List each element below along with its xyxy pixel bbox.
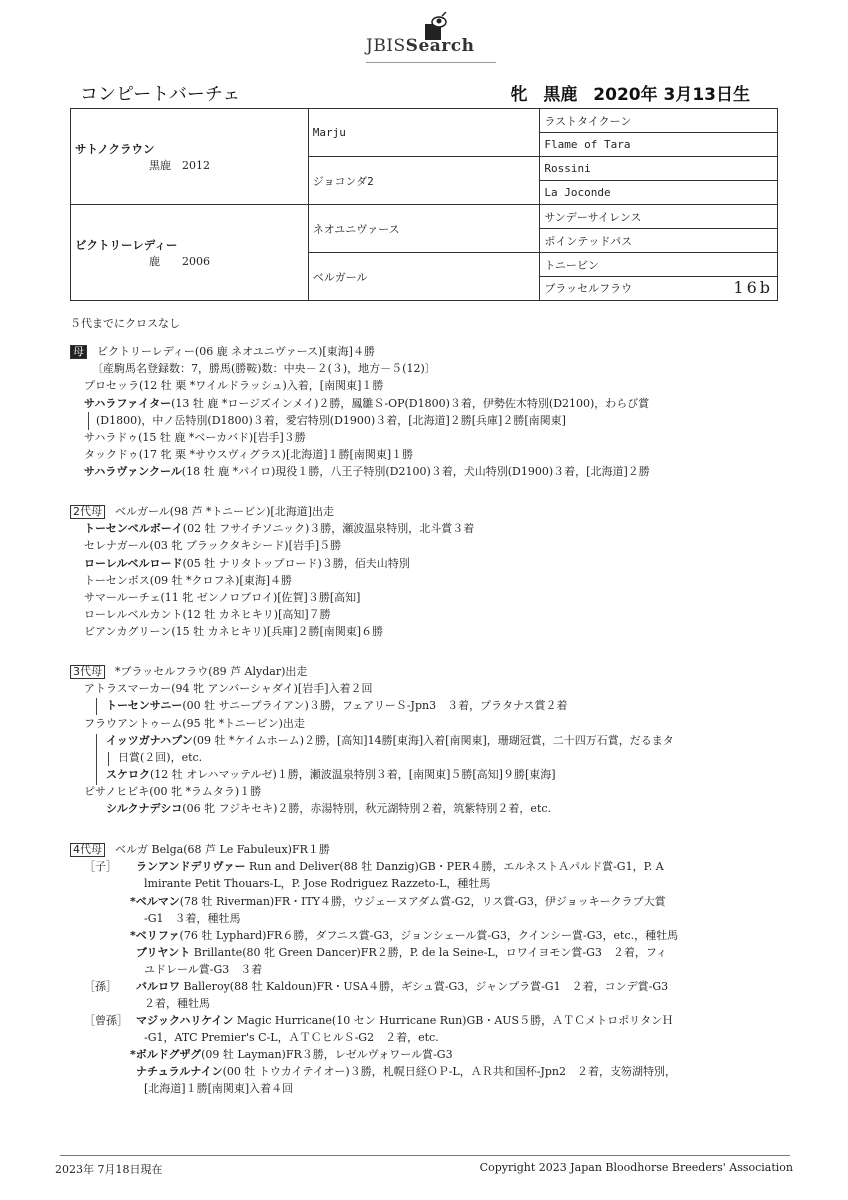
horse-name: コンピートバーチェ	[80, 84, 241, 105]
family-line	[84, 979, 668, 995]
family-text: (00 牡 トウカイテイオー)３勝，札幌日経ＯＰ-L，ＡＲ共和国杯-Jpn2 ２着，支笏湖特別，	[222, 1065, 676, 1078]
tree-connector	[96, 698, 97, 715]
descendant-tag: ［孫］	[84, 980, 117, 993]
generation-label: 母	[70, 345, 87, 359]
jbis-logo	[366, 12, 496, 58]
logo-part1: JBIS	[366, 36, 406, 56]
family-text: (00 牡 サニーブライアン)３勝，フェアリーＳ-Jpn3 ３着，プラタナス賞２着	[182, 699, 568, 712]
family-text: ローレルベルカント(12 牡 カネヒキリ)[高知]７勝	[84, 608, 331, 621]
family-line	[118, 750, 202, 766]
logo-rule	[366, 62, 496, 63]
generation-label: 3代母	[70, 665, 105, 679]
dam-name: ビクトリーレディー	[75, 237, 178, 252]
generation-label: 4代母	[70, 843, 105, 857]
family-text: サハラドゥ(15 牡 鹿 *ベーカバド)[岩手]３勝	[84, 431, 306, 444]
family-line	[84, 447, 413, 463]
family-text: ビアンカグリーン(15 牡 カネヒキリ)[兵庫]２勝[南関東]６勝	[84, 625, 384, 638]
family-line	[84, 573, 292, 589]
pedigree-g3-3: Rossini	[540, 157, 778, 181]
family-text: (D1800)，中ノ岳特別(D1800)３着，愛宕特別(D1900)３着，[北海道]２勝[兵庫]２勝[南関東]	[96, 414, 566, 427]
family-text: トーセンボス(09 牡 *クロフネ)[東海]４勝	[84, 574, 292, 587]
horse-birth: 2020年 3月13日生	[593, 85, 750, 105]
family-text: サマールーチェ(11 牝 ゼンノロブロイ)[佐賀]３勝[高知]	[84, 591, 361, 604]
family-text: [北海道]１勝[南関東]入着４回	[144, 1082, 294, 1095]
family-text: ベルガ Belga(68 芦 Le Fabuleux)FR１勝	[115, 843, 330, 856]
family-text: フラウアントゥーム(95 牝 *トニービン)出走	[84, 717, 305, 730]
family-line	[70, 664, 307, 680]
family-line	[84, 716, 305, 732]
winner-name: *ボルドグザグ	[130, 1048, 202, 1061]
family-text: (76 牡 Lyphard)FR６勝，ダフニス賞-G3，ジョンシェール賞-G3，クインシー賞-G3，etc.，種牡馬	[179, 929, 679, 942]
pedigree-dam-dam: ベルガール	[308, 253, 540, 301]
family-line	[84, 1013, 673, 1029]
footer-copyright: Copyright 2023 Japan Bloodhorse Breeders' Association	[479, 1161, 793, 1174]
family-text: -G1，ATC Premier's C-L，ＡＴＣヒルＳ-G2 ２着，etc.	[144, 1031, 439, 1044]
family-text: (13 牡 鹿 *ロージズインメイ)２勝，鳳雛Ｓ-OP(D1800)３着，伊勢佐木特別(D2100)，わらび賞	[171, 397, 650, 410]
family-line	[84, 859, 664, 875]
family-line	[144, 1030, 439, 1046]
family-text: セレナガール(03 牝 ブラックタキシード)[岩手]５勝	[84, 539, 342, 552]
family-text: (12 牡 オレハマッテルゼ)１勝，瀬波温泉特別３着，[南関東]５勝[高知]９勝[東海]	[150, 768, 556, 781]
inbreeding-code: 16b	[733, 278, 773, 297]
family-line	[84, 521, 474, 537]
pedigree-dam	[71, 205, 309, 301]
winner-name: バルロワ	[136, 980, 180, 993]
family-text: ピサノヒビキ(00 牝 *ラムタラ)１勝	[84, 785, 262, 798]
family-text: アトラスマーカー(94 牝 アンバーシャダイ)[岩手]入着２回	[84, 682, 373, 695]
dam-sub: 鹿 2006	[149, 254, 210, 268]
cross-note: ５代までにクロスなし	[70, 317, 180, 330]
pedigree-g3-6: ポインテッドパス	[540, 229, 778, 253]
family-text: Brillante(80 牝 Green Dancer)FR２勝，P. de la Seine-L，ロワイヨモン賞-G3 ２着，フィ	[190, 946, 667, 959]
pedigree-g3-8	[540, 277, 778, 301]
winner-name: スケロク	[106, 768, 150, 781]
family-text: (78 牡 Riverman)FR・ITY４勝，ウジェーヌアダム賞-G2，リス賞-G3，伊ジョッキークラブ大賞	[179, 895, 666, 908]
family-text: (09 牡 *ケイムホーム)２勝，[高知]14勝[東海]入着[南関東]，珊瑚冠賞，二十四万石賞，だるまタ	[192, 734, 674, 747]
family-line	[84, 784, 261, 800]
title-row	[80, 80, 750, 104]
winner-name: *ベリファ	[130, 929, 180, 942]
winner-name: トーセンベルボーイ	[84, 522, 183, 535]
family-line	[106, 698, 568, 714]
family-line	[70, 842, 330, 858]
pedigree-g3-4: La Joconde	[540, 181, 778, 205]
family-text: (02 牡 フサイチソニック)３勝，瀬波温泉特別，北斗賞３着	[182, 522, 475, 535]
family-line	[84, 681, 373, 697]
family-line	[144, 1081, 293, 1097]
pedigree-sire	[71, 109, 309, 205]
horse-sex: 牝	[510, 85, 528, 105]
family-text: Run and Deliver(88 牡 Danzig)GB・PER４勝，エルネストＡパルド賞-G1，P. A	[245, 860, 664, 873]
family-text: -G1 ３着，種牡馬	[144, 912, 241, 925]
family-line	[130, 894, 666, 910]
sire-sub: 黒鹿 2012	[149, 158, 210, 172]
descendant-tag: ［曾孫］	[84, 1014, 128, 1027]
family-line	[96, 413, 566, 429]
horse-color: 黒鹿	[543, 85, 578, 105]
family-line	[136, 945, 667, 961]
family-line	[136, 1064, 676, 1080]
family-text: ユドレール賞-G3 ３着	[144, 963, 263, 976]
family-line	[84, 430, 306, 446]
winner-name: トーセンサニー	[106, 699, 183, 712]
generation-label: 2代母	[70, 505, 105, 519]
winner-name: ローレルベルロード	[84, 557, 183, 570]
family-line	[70, 344, 375, 360]
tree-connector	[96, 734, 97, 785]
descendant-tag: ［子］	[84, 860, 117, 873]
horse-info	[500, 80, 750, 105]
family-line	[144, 876, 490, 892]
winner-name: イッツガナハプン	[106, 734, 193, 747]
logo-text	[366, 36, 474, 56]
family-text: lmirante Petit Thouars-L，P. Jose Rodriguez Razzeto-L，種牡馬	[144, 877, 491, 890]
family-line	[84, 464, 650, 480]
family-text: プロセッラ(12 牡 栗 *ワイルドラッシュ)入着，[南関東]１勝	[84, 379, 384, 392]
sire-name: サトノクラウン	[75, 141, 155, 156]
family-text: ２着，種牡馬	[144, 997, 210, 1010]
family-line	[106, 767, 556, 783]
footer-rule	[60, 1155, 790, 1156]
pedigree-g3-1: ラストタイクーン	[540, 109, 778, 133]
winner-name: マジックハリケイン	[136, 1014, 234, 1027]
family-text: (18 牡 鹿 *パイロ)現役１勝，八王子特別(D2100)３着，犬山特別(D1900)３着，[北海道]２勝	[181, 465, 650, 478]
family-text: タックドゥ(17 牝 栗 *サウスヴィグラス)[北海道]１勝[南関東]１勝	[84, 448, 414, 461]
family-text: Balleroy(88 牡 Kaldoun)FR・USA４勝，ギシュ賞-G3，ジャンプラ賞-G1 ２着，コンデ賞-G3	[180, 980, 669, 993]
pedigree-g3-8-name: ブラッセルフラウ	[544, 282, 633, 295]
family-text: ベルガール(98 芦 *トニービン)[北海道]出走	[115, 505, 334, 518]
winner-name: ブリヤント	[136, 946, 191, 959]
family-line	[144, 962, 262, 978]
family-text: 〔産駒馬名登録数：7，勝馬(勝鞍)数：中央－２(３)，地方－５(12)〕	[92, 362, 436, 375]
family-line	[92, 361, 436, 377]
pedigree-sire-dam: ジョコンダ2	[308, 157, 540, 205]
footer-date: 2023年 7月18日現在	[55, 1163, 163, 1176]
family-text: ビクトリーレディー(06 鹿 ネオユニヴァース)[東海]４勝	[97, 345, 375, 358]
winner-name: サハラファイター	[84, 397, 172, 410]
family-text: (09 牡 Layman)FR３勝，レゼルヴォワール賞-G3	[201, 1048, 453, 1061]
winner-name: ナチュラルナイン	[136, 1065, 223, 1078]
family-line	[130, 1047, 453, 1063]
family-line	[84, 624, 383, 640]
winner-name: *ベルマン	[130, 895, 180, 908]
family-text: (06 牝 フジキセキ)２勝，赤湯特別，秋元湖特別２着，筑紫特別２着，etc.	[182, 802, 552, 815]
pedigree-table	[70, 108, 778, 301]
family-line	[144, 911, 241, 927]
family-line	[84, 556, 410, 572]
family-line	[84, 607, 331, 623]
winner-name: サハラヴァンクール	[84, 465, 182, 478]
pedigree-g3-5: サンデーサイレンス	[540, 205, 778, 229]
family-text: Magic Hurricane(10 セン Hurricane Run)GB・AUS５勝，ＡＴＣメトロポリタンＨ	[233, 1014, 674, 1027]
family-line	[70, 504, 334, 520]
family-line	[144, 996, 210, 1012]
family-line	[84, 538, 341, 554]
family-line	[84, 396, 649, 412]
pedigree-g3-2: Flame of Tara	[540, 133, 778, 157]
winner-name: ランアンドデリヴァー	[136, 860, 246, 873]
family-line	[106, 801, 551, 817]
family-line	[84, 590, 360, 606]
family-line	[130, 928, 678, 944]
pedigree-g3-7: トニービン	[540, 253, 778, 277]
logo-part2: Search	[405, 36, 475, 56]
pedigree-sire-sire: Marju	[308, 109, 540, 157]
tree-connector	[108, 752, 109, 766]
family-text: (05 牡 ナリタトップロード)３勝，佰夫山特別	[182, 557, 410, 570]
pedigree-dam-sire: ネオユニヴァース	[308, 205, 540, 253]
family-text: *ブラッセルフラウ(89 芦 Alydar)出走	[115, 665, 308, 678]
family-line	[106, 733, 674, 749]
family-text: 日賞(２回)，etc.	[118, 751, 203, 764]
winner-name: シルクナデシコ	[106, 802, 183, 815]
tree-connector	[88, 412, 89, 430]
family-line	[84, 378, 383, 394]
